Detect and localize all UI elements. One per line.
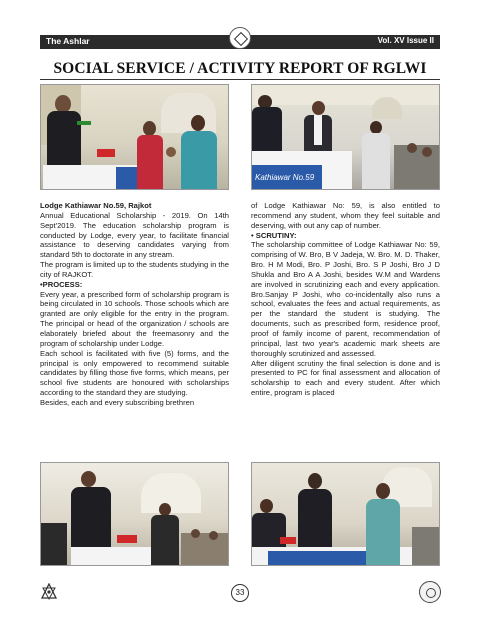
paragraph: The scholarship committee of Lodge Kathiawar No: 59, comprising of W. Bro, B V Jadeja, W. Bro. M. D. Thaker, Bro. H M Modi, Bro. P Joshi, Bro. S P Joshi, Bro J D Shukla and Bro A A Joshi, besides W.M and Wardens are involved in scrutinizing each and every application. Bro.Sanjay P Joshi, who co-incidentally also runs a school, evaluates the fees and actual requirements, as per the standard the student is studying. The documents, such as prescribed form, residence proof, proof of family income of parent, recommendation of principal, last two year's academic mark sheets are thoroughly scrutinized and assessed. [251, 240, 440, 358]
event-photo-3 [40, 462, 229, 566]
paragraph: Annual Educational Scholarship - 2019. On 14th Sept'2019. The education scholarship program is conducted by Lodge, every year, to facilitate financial assistance to deserving candidates varying from standard 5th to doctorate in any stream. [40, 210, 229, 260]
section-heading-scrutiny: • SCRUTINY: [251, 230, 297, 240]
title-divider [40, 79, 440, 80]
event-photo-4 [251, 462, 440, 566]
left-column [40, 201, 229, 408]
lodge-seal-icon [419, 581, 441, 603]
paragraph: Each school is facilitated with five (5) forms, and the principal is only empowered to recommend suitable candidates by filling those five forms, which means, per school five students are honoured with scholarships according to the standard they are studying. [40, 348, 229, 398]
square-compass-logo-icon [40, 583, 58, 601]
paragraph: Every year, a prescribed form of scholarship program is being circulated in 10 schools. Those schools which are granted are only eligible for the entry in the program. The principal or head of the organization / schools are elaborately briefed about the freemasonry and the program of scholarship under Lodge. [40, 289, 229, 348]
page-number: 33 [231, 584, 249, 602]
event-photo-1 [40, 84, 229, 190]
magazine-name: The Ashlar [46, 36, 90, 46]
banner-caption: Kathiawar No.59 [255, 173, 315, 182]
section-heading-process: •PROCESS: [40, 279, 83, 289]
paragraph: of Lodge Kathiawar No: 59, is also entitled to recommend any student, whom they feel suitable and deserving, with out any cap of number. [251, 201, 440, 230]
paragraph: Besides, each and every subscribing brethren [40, 397, 195, 407]
page-title: SOCIAL SERVICE / ACTIVITY REPORT OF RGLWI [53, 60, 427, 77]
right-column [251, 201, 440, 398]
lodge-heading: Lodge Kathiawar No.59, Rajkot [40, 201, 152, 210]
masonic-emblem-icon [229, 27, 251, 49]
issue-label: Vol. XV Issue II [377, 36, 434, 45]
event-photo-2 [251, 84, 440, 190]
paragraph: After diligent scrutiny the final selection is done and is presented to PC for final assessment and allocation of scholarship to each and every student. After which entire, program is placed [251, 358, 440, 398]
paragraph: The program is limited up to the students studying in the city of RAJKOT. [40, 260, 229, 279]
